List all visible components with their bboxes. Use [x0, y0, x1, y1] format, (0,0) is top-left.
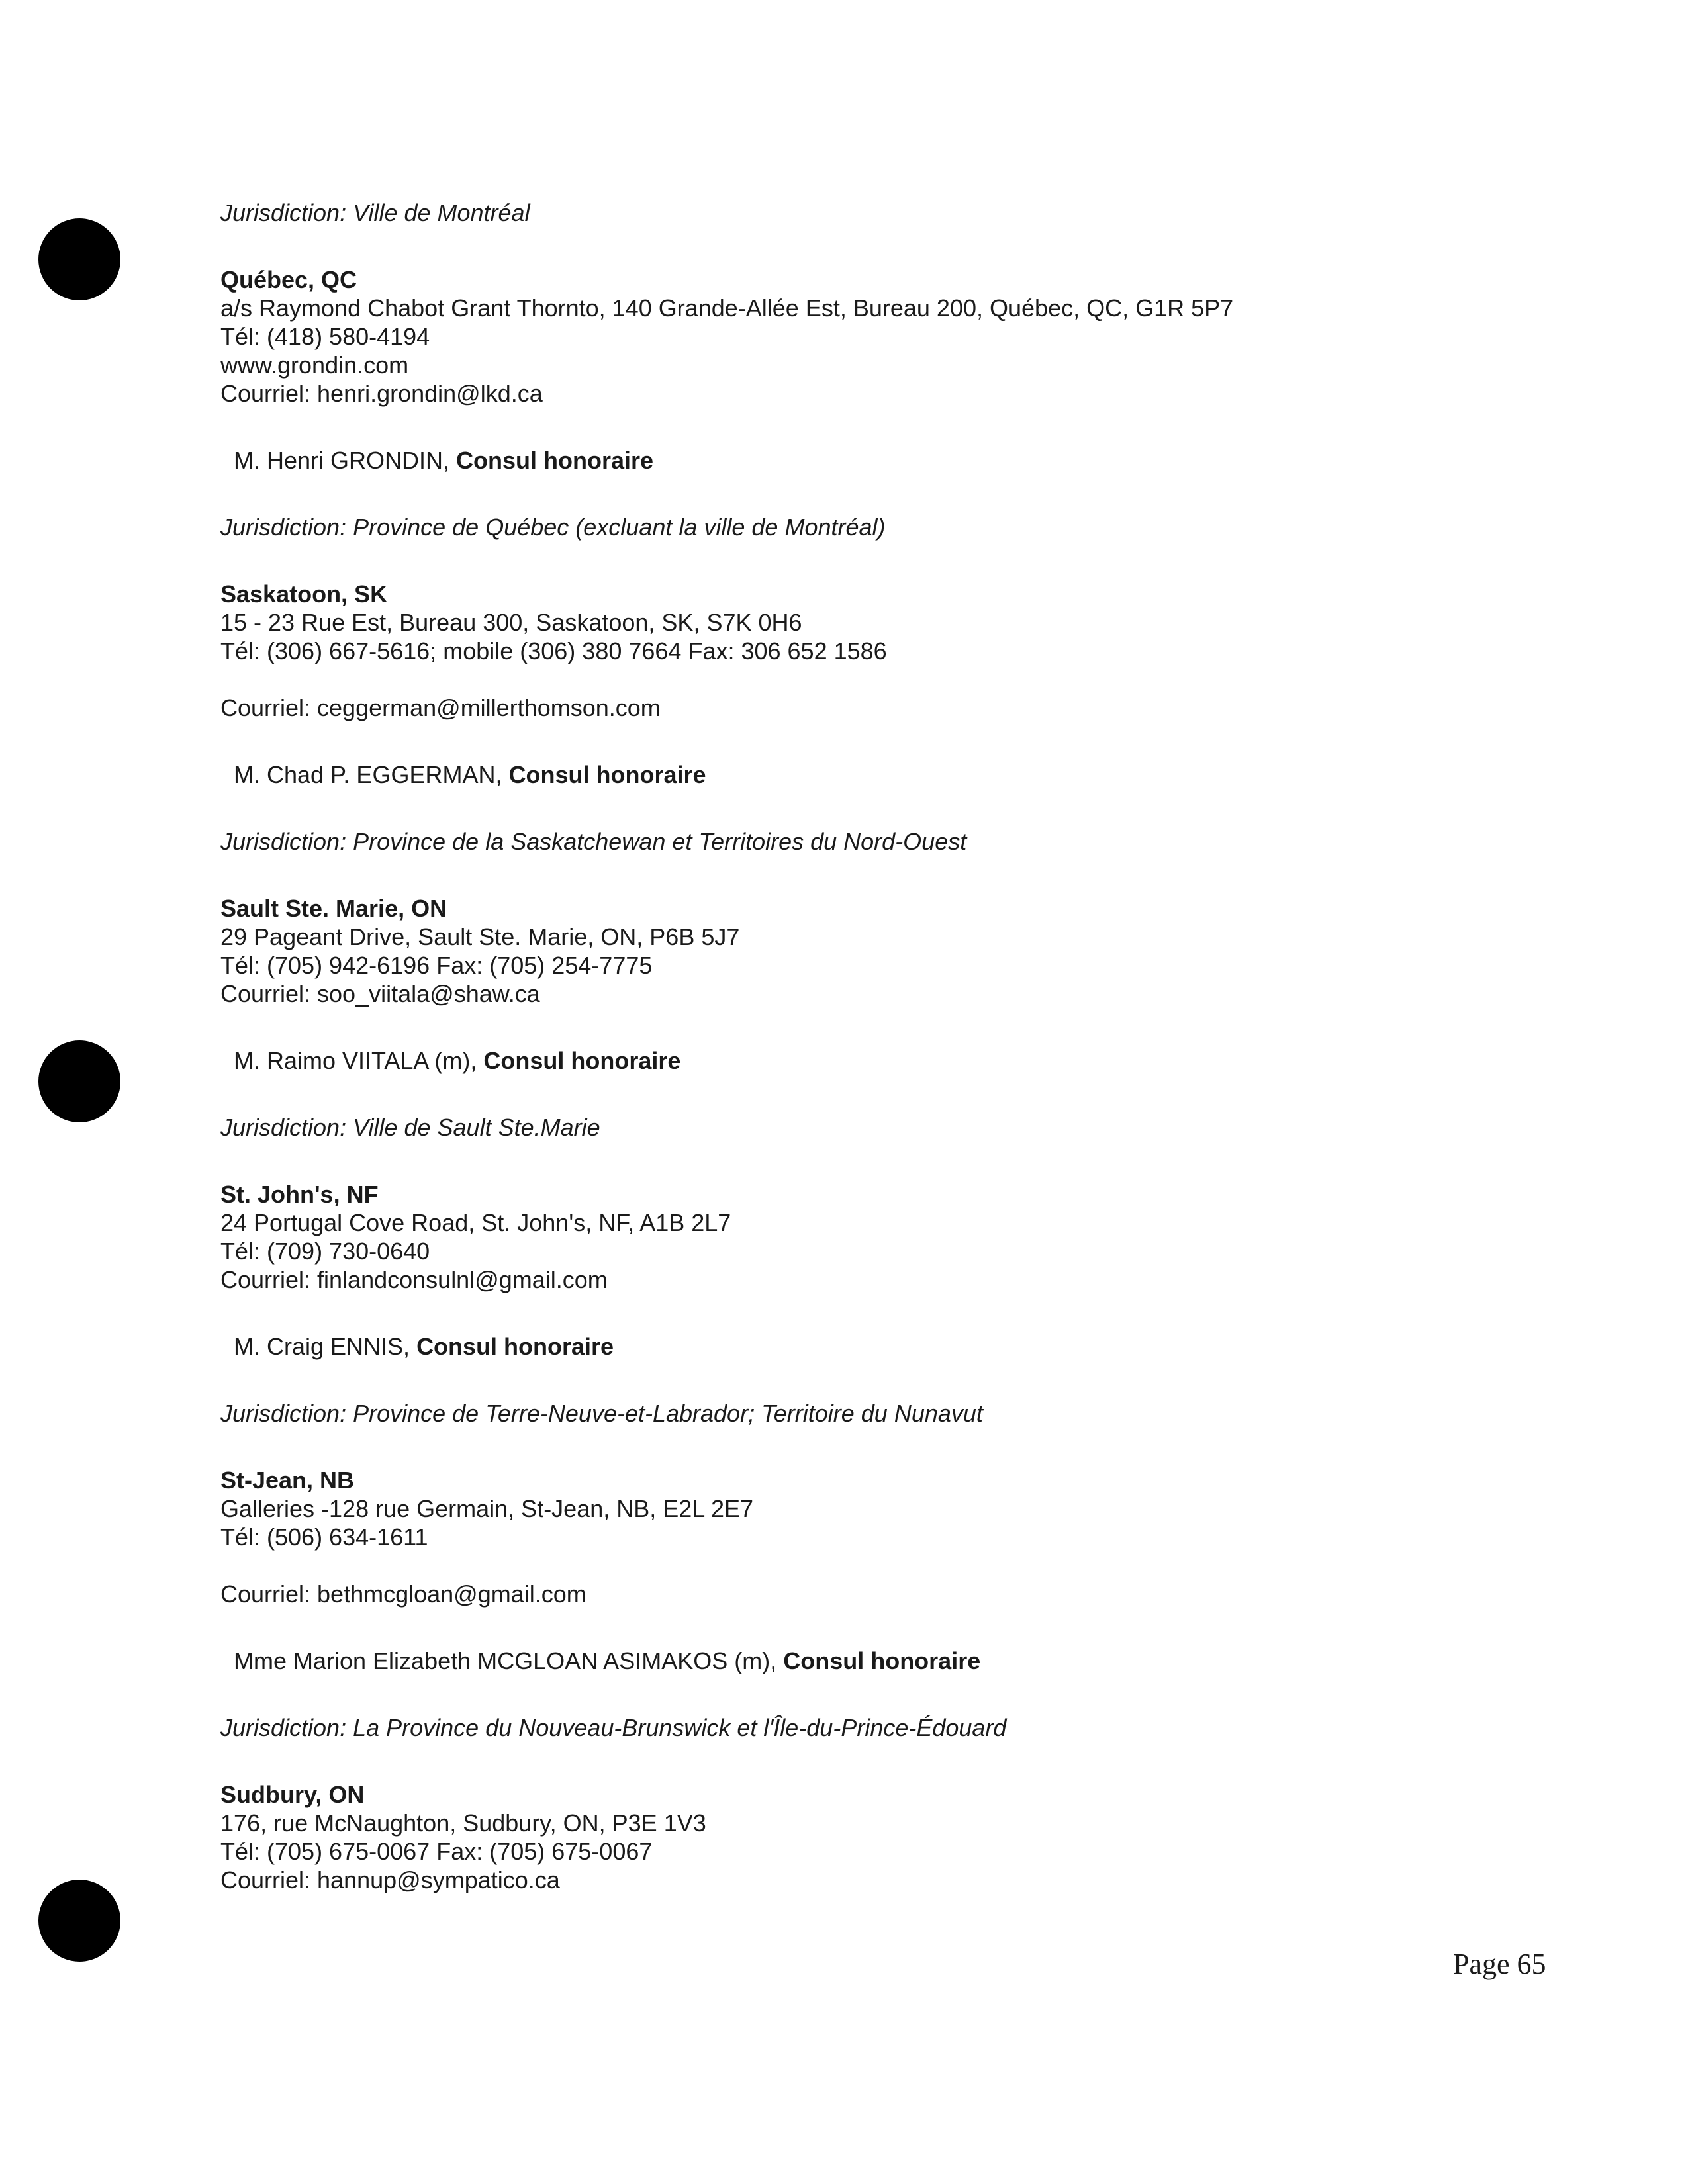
consul-line: [220, 760, 1531, 789]
jurisdiction-text: Province de Terre-Neuve-et-Labrador; Territoire du Nunavut: [353, 1400, 983, 1427]
jurisdiction: [220, 1713, 1531, 1742]
consul-line: [220, 1046, 1531, 1075]
jurisdiction-label: Jurisdiction:: [220, 1400, 347, 1427]
jurisdiction-text: Province de la Saskatchewan et Territoires du Nord-Ouest: [353, 828, 967, 855]
consulate-entry-saskatoon: [220, 580, 1531, 856]
jurisdiction-text: Ville de Sault Ste.Marie: [353, 1114, 600, 1141]
email-line: Courriel: henri.grondin@lkd.ca: [220, 380, 543, 407]
consul-name: M. Craig ENNIS,: [234, 1333, 410, 1360]
page-number: Page 65: [1453, 1948, 1546, 1980]
consulate-entry-sudbury: [220, 1780, 1531, 1894]
city-heading: Sudbury, ON: [220, 1781, 365, 1808]
phone-line: Tél: (306) 667-5616; mobile (306) 380 7664 Fax: 306 652 1586: [220, 637, 887, 664]
punch-hole: [38, 1040, 120, 1122]
consul-title: Consul honoraire: [456, 447, 654, 474]
phone-line: Tél: (709) 730-0640: [220, 1238, 430, 1265]
address-line: Galleries -128 rue Germain, St-Jean, NB, E2L 2E7: [220, 1495, 754, 1522]
phone-line: Tél: (705) 942-6196 Fax: (705) 254-7775: [220, 952, 653, 979]
email-line: Courriel: finlandconsulnl@gmail.com: [220, 1266, 608, 1293]
consul-line: [220, 1647, 1531, 1675]
consul-name: M. Henri GRONDIN,: [234, 447, 450, 474]
address-line: 24 Portugal Cove Road, St. John's, NF, A1B 2L7: [220, 1209, 731, 1236]
jurisdiction-label: Jurisdiction:: [220, 1114, 347, 1141]
consul-name: Mme Marion Elizabeth MCGLOAN ASIMAKOS (m),: [234, 1647, 777, 1674]
phone-line: Tél: (705) 675-0067 Fax: (705) 675-0067: [220, 1838, 653, 1865]
jurisdiction: [220, 513, 1531, 541]
consulate-entry-st-johns: [220, 1180, 1531, 1428]
email-line: Courriel: bethmcgloan@gmail.com: [220, 1580, 586, 1608]
email-line: Courriel: soo_viitala@shaw.ca: [220, 980, 540, 1007]
address-line: 29 Pageant Drive, Sault Ste. Marie, ON, P6B 5J7: [220, 923, 740, 950]
email-line: Courriel: ceggerman@millerthomson.com: [220, 694, 661, 721]
jurisdiction-label: Jurisdiction:: [220, 199, 347, 226]
jurisdiction-label: Jurisdiction:: [220, 1714, 347, 1741]
address-line: 15 - 23 Rue Est, Bureau 300, Saskatoon, SK, S7K 0H6: [220, 609, 802, 636]
punch-hole: [38, 218, 120, 300]
consul-line: [220, 446, 1531, 475]
city-heading: Sault Ste. Marie, ON: [220, 895, 447, 922]
consul-title: Consul honoraire: [783, 1647, 981, 1674]
consulate-entry-sault-ste-marie: [220, 894, 1531, 1142]
phone-line: Tél: (418) 580-4194: [220, 323, 430, 350]
jurisdiction: [220, 199, 1531, 227]
jurisdiction-text: Ville de Montréal: [353, 199, 530, 226]
address-line: 176, rue McNaughton, Sudbury, ON, P3E 1V3: [220, 1809, 706, 1837]
consul-title: Consul honoraire: [483, 1047, 681, 1074]
address-line: a/s Raymond Chabot Grant Thornto, 140 Grande-Allée Est, Bureau 200, Québec, QC, G1R 5P7: [220, 295, 1234, 322]
city-heading: Saskatoon, SK: [220, 580, 388, 608]
jurisdiction-text: Province de Québec (excluant la ville de Montréal): [353, 514, 886, 541]
spacer: [220, 1551, 1531, 1580]
consul-title: Consul honoraire: [416, 1333, 614, 1360]
jurisdiction: [220, 827, 1531, 856]
city-heading: St-Jean, NB: [220, 1467, 355, 1494]
website-line: www.grondin.com: [220, 351, 409, 379]
consul-title: Consul honoraire: [508, 761, 706, 788]
jurisdiction: [220, 1113, 1531, 1142]
jurisdiction-text: La Province du Nouveau-Brunswick et l'Île-du-Prince-Édouard: [353, 1714, 1007, 1741]
consul-name: M. Chad P. EGGERMAN,: [234, 761, 502, 788]
consulate-entry-quebec: [220, 265, 1531, 541]
jurisdiction-label: Jurisdiction:: [220, 828, 347, 855]
jurisdiction-label: Jurisdiction:: [220, 514, 347, 541]
email-line: Courriel: hannup@sympatico.ca: [220, 1866, 560, 1893]
jurisdiction: [220, 1399, 1531, 1428]
city-heading: St. John's, NF: [220, 1181, 379, 1208]
consul-name: M. Raimo VIITALA (m),: [234, 1047, 477, 1074]
phone-line: Tél: (506) 634-1611: [220, 1524, 428, 1551]
city-heading: Québec, QC: [220, 266, 357, 293]
consul-directory: [220, 199, 1531, 1894]
punch-hole: [38, 1880, 120, 1962]
consul-line: [220, 1332, 1531, 1361]
spacer: [220, 665, 1531, 694]
consulate-entry-st-jean: [220, 1466, 1531, 1742]
